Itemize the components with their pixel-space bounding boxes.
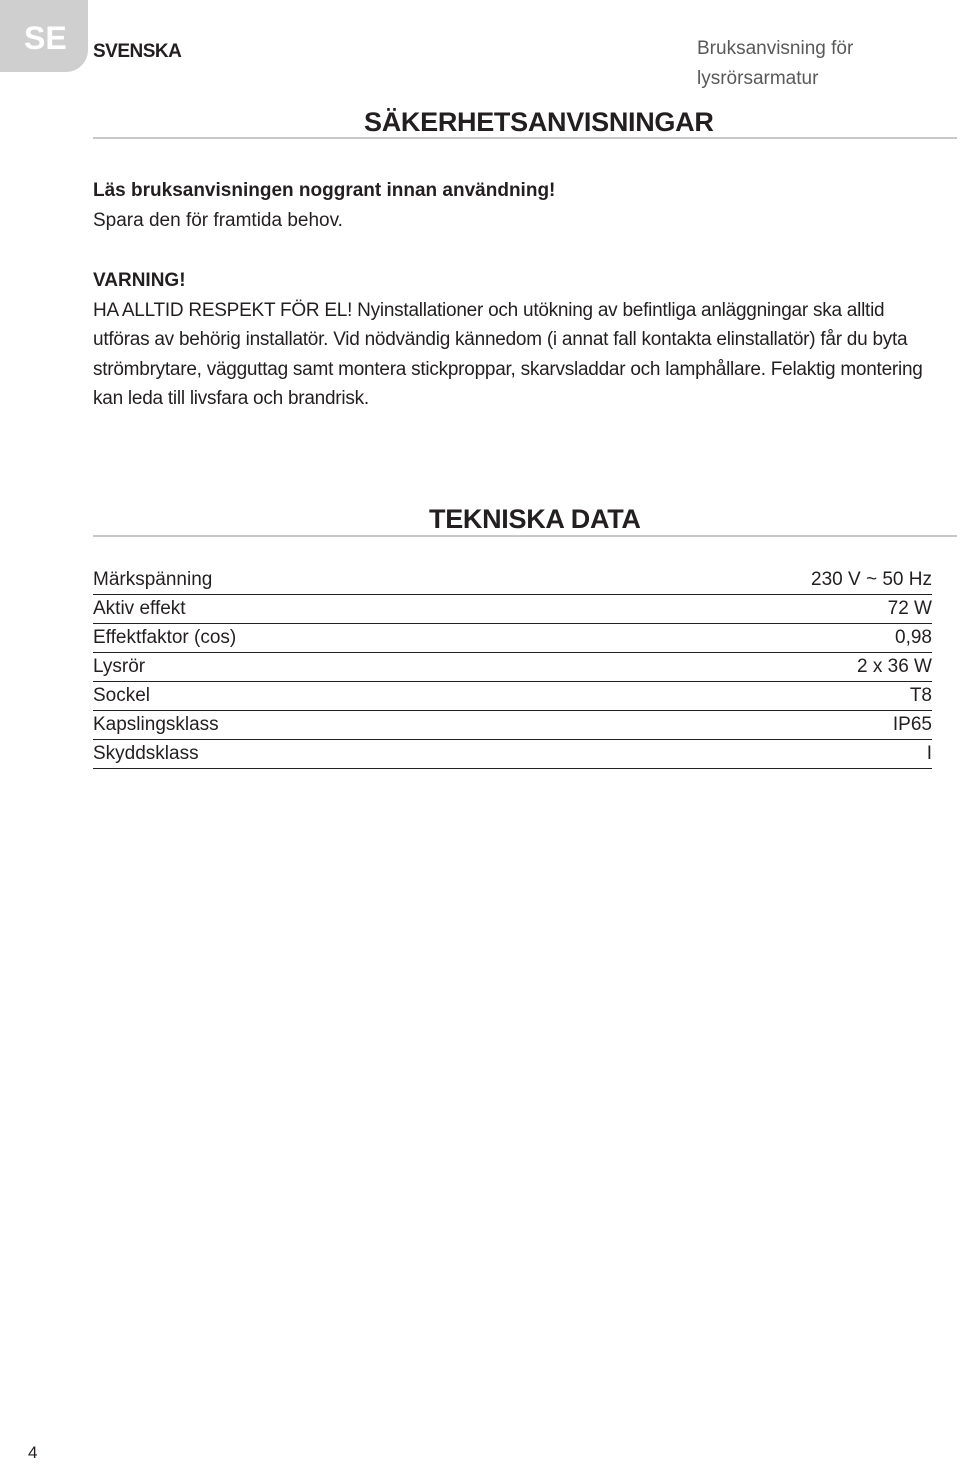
spec-row-socket: [93, 682, 932, 711]
language-code: SE: [24, 20, 67, 56]
spec-label: Sockel: [93, 685, 151, 706]
language-name: SVENSKA: [93, 41, 182, 62]
spec-value: I: [926, 743, 932, 764]
spec-row-power-factor: [93, 624, 932, 653]
spec-value: IP65: [892, 714, 932, 735]
warning-title: VARNING!: [93, 270, 186, 291]
document-title: Bruksanvisning för lysrörsarmatur: [697, 38, 854, 89]
spec-value: 72 W: [887, 598, 932, 619]
spec-value: 0,98: [895, 627, 932, 648]
spec-label: Kapslingsklass: [93, 714, 219, 735]
safety-intro: [93, 176, 555, 236]
spec-label: Aktiv effekt: [93, 598, 186, 619]
spec-value: T8: [909, 685, 932, 706]
spec-row-ingress-protection: [93, 711, 932, 740]
spec-value: 230 V ~ 50 Hz: [811, 569, 932, 590]
safety-heading: SÄKERHETSANVISNINGAR: [364, 107, 714, 137]
warning-block: [93, 266, 933, 414]
language-tab: [0, 0, 88, 72]
spec-row-tubes: [93, 653, 932, 682]
spec-label: Effektfaktor (cos): [93, 627, 237, 648]
spec-label: Märkspänning: [93, 569, 213, 590]
spec-row-rated-voltage: [93, 566, 932, 595]
spec-label: Skyddsklass: [93, 743, 199, 764]
spec-row-protection-class: [93, 740, 932, 769]
page-number: 4: [28, 1443, 38, 1462]
safety-heading-rule: [93, 137, 957, 139]
spec-value: 2 x 36 W: [857, 656, 932, 677]
intro-bold-text: Läs bruksanvisningen noggrant innan användning!: [93, 180, 556, 201]
spec-table: [93, 566, 932, 769]
warning-text: HA ALLTID RESPEKT FÖR EL! Nyinstallationer och utökning av befintliga anläggningar ska alltid utföras av behörig installatör. Vid nödvändig kännedom (i annat fall kontakta elinstallatör) får du byta strömbrytare, vägguttag samt montera stickproppar, skarvsladdar och lamphållare. Felaktig montering kan leda till livsfara och brandrisk.: [93, 299, 923, 409]
technical-heading-rule: [93, 535, 957, 537]
spec-row-active-power: [93, 595, 932, 624]
intro-text: Spara den för framtida behov.: [93, 210, 343, 231]
spec-label: Lysrör: [93, 656, 146, 677]
technical-data-heading: TEKNISKA DATA: [429, 504, 641, 534]
